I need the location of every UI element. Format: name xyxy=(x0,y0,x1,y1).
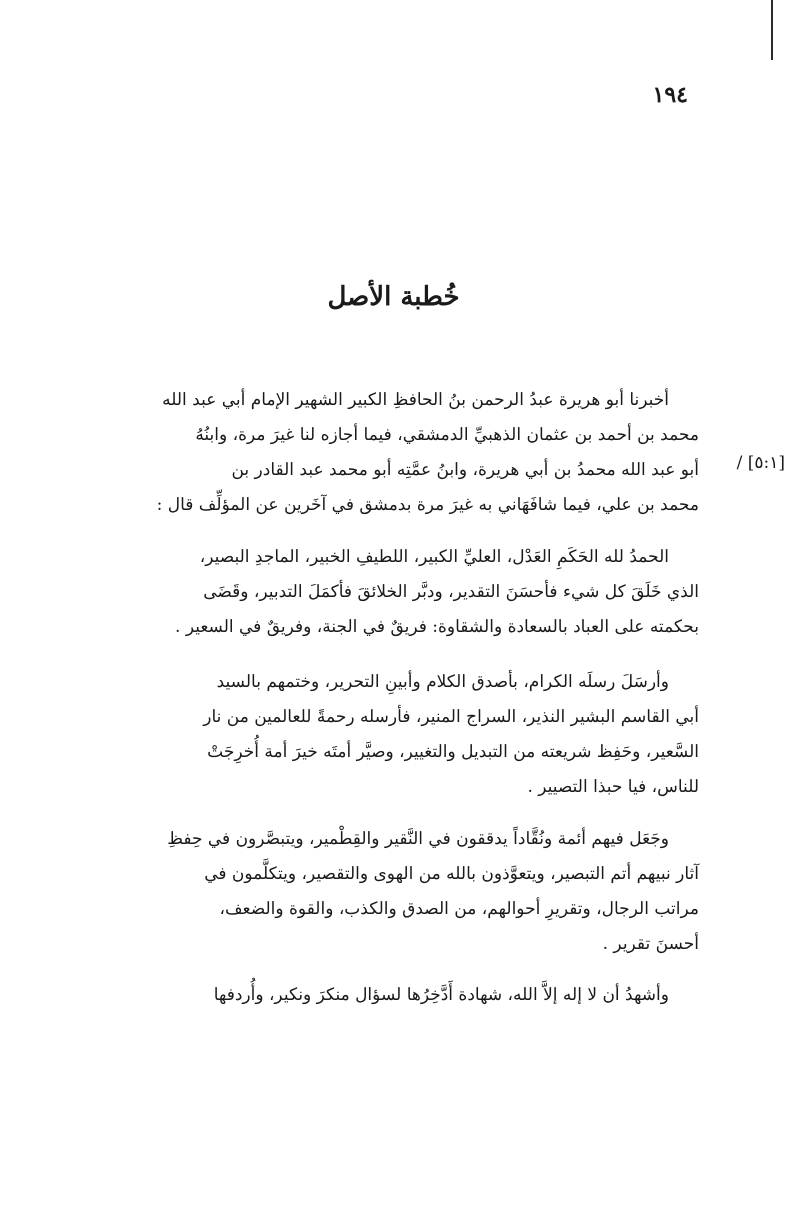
paragraph-line: الذي خَلَقَ كل شيء فأحسَنَ التقدير، ودبَّر الخلائقَ فأكمَلَ التدبير، وقَضَى xyxy=(203,582,699,602)
paragraph-line: للناس، فيا حبذا التصيير . xyxy=(527,777,699,797)
paragraph-line: بحكمته على العباد بالسعادة والشقاوة: فريقٌ في الجنة، وفريقٌ في السعير . xyxy=(175,617,699,637)
paragraph-line: آثار نبيهم أتم التبصير، ويتعوَّذون بالله من الهوى والتقصير، ويتكلَّمون في xyxy=(204,864,699,884)
paragraph-1 xyxy=(87,383,699,523)
margin-reference: [٥:١] / xyxy=(736,453,785,473)
page-title: خُطبة الأصل xyxy=(327,282,460,312)
paragraph-line: أبي القاسم البشير النذير، السراج المنير، فأرسله رحمةً للعالمين من نار xyxy=(203,707,699,727)
paragraph-line: مراتب الرجال، وتقريرِ أحوالهم، من الصدق والكذب، والقوة والضعف، xyxy=(219,899,699,919)
paragraph-line: محمد بن علي، فيما شافَهَاني به غيرَ مرة بدمشق في آخَرين عن المؤلِّف قال : xyxy=(156,495,699,515)
paragraph-3 xyxy=(87,665,699,805)
paragraph-line: وأرسَلَ رسلَه الكرام، بأصدق الكلام وأبينِ التحرير، وختمهم بالسيد xyxy=(216,672,669,692)
paragraph-line: الحمدُ لله الحَكَمِ العَدْل، العليِّ الكبير، اللطيفِ الخبير، الماجدِ البصير، xyxy=(199,547,669,567)
paragraph-line: أحسنَ تقرير . xyxy=(602,934,699,954)
paragraph-line: أخبرنا أبو هريرة عبدُ الرحمن بنُ الحافظِ الكبير الشهير الإمام أبي عبد الله xyxy=(162,390,669,410)
paragraph-line: وجَعَل فيهم أئمة ونُقَّاداً يدققون في النَّقير والقِطْمير، ويتبصَّرون في حِفظِ xyxy=(167,829,669,849)
paragraph-4 xyxy=(87,822,699,962)
paragraph-line: وأشهدُ أن لا إله إلاَّ الله، شهادة أَدَّخِرُها لسؤال منكرَ ونكير، وأُردفها xyxy=(213,985,669,1005)
paragraph-line: أبو عبد الله محمدُ بن أبي هريرة، وابنُ عمَّتِه أبو محمد عبد القادر بن xyxy=(231,460,699,480)
paragraph-line: محمد بن أحمد بن عثمان الذهبيِّ الدمشقي، فيما أجازه لنا غيرَ مرة، وابنُهُ xyxy=(195,425,699,445)
paragraph-line: السَّعير، وحَفِظ شريعته من التبديل والتغيير، وصيَّر أمتَه خيرَ أمة أُخرِجَتْ xyxy=(207,742,699,762)
paragraph-5 xyxy=(87,978,699,1013)
scan-edge-mark xyxy=(771,0,773,60)
paragraph-2 xyxy=(87,540,699,645)
page-number: ١٩٤ xyxy=(652,82,688,108)
